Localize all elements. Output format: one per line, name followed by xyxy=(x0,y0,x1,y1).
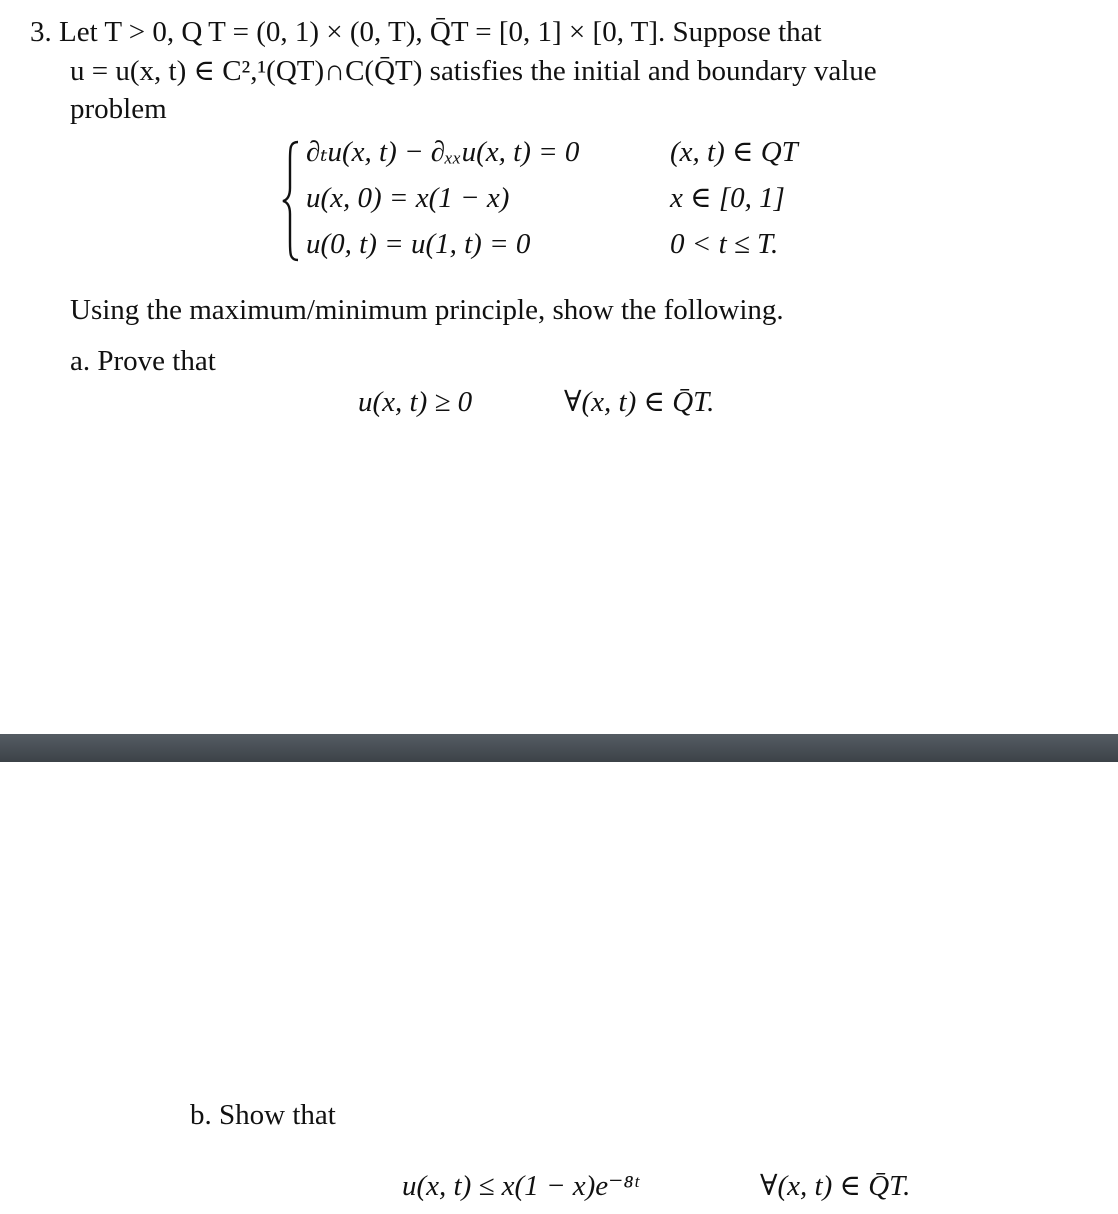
instruction-text: Using the maximum/minimum principle, show the following. xyxy=(70,294,784,326)
condition-t-range: 0 < t ≤ T. xyxy=(670,228,779,260)
part-a-inequality: u(x, t) ≥ 0 xyxy=(358,386,473,418)
equation-heat: ∂ₜu(x, t) − ∂ₓₓu(x, t) = 0 xyxy=(306,136,580,168)
part-b-label: b. Show that xyxy=(190,1099,336,1131)
problem-line-1: 3. Let T > 0, Q T = (0, 1) × (0, T), Q̄T = [0, 1] × [0, T]. Suppose that xyxy=(30,16,822,48)
part-b-inequality: u(x, t) ≤ x(1 − x)e⁻⁸ᵗ xyxy=(402,1170,639,1202)
equation-initial: u(x, 0) = x(1 − x) xyxy=(306,182,510,214)
problem-line-2: u = u(x, t) ∈ C²,¹(QT)∩C(Q̄T) satisfies the initial and boundary value xyxy=(70,55,877,87)
part-b-domain: ∀(x, t) ∈ Q̄T. xyxy=(760,1170,911,1202)
problem-line-3: problem xyxy=(70,93,167,125)
part-a-label: a. Prove that xyxy=(70,345,216,377)
equation-boundary: u(0, t) = u(1, t) = 0 xyxy=(306,228,531,260)
part-a-domain: ∀(x, t) ∈ Q̄T. xyxy=(564,386,715,418)
condition-domain: (x, t) ∈ QT xyxy=(670,136,798,168)
left-brace-icon xyxy=(282,140,300,262)
condition-x-range: x ∈ [0, 1] xyxy=(670,182,785,214)
page-divider xyxy=(0,734,1118,762)
